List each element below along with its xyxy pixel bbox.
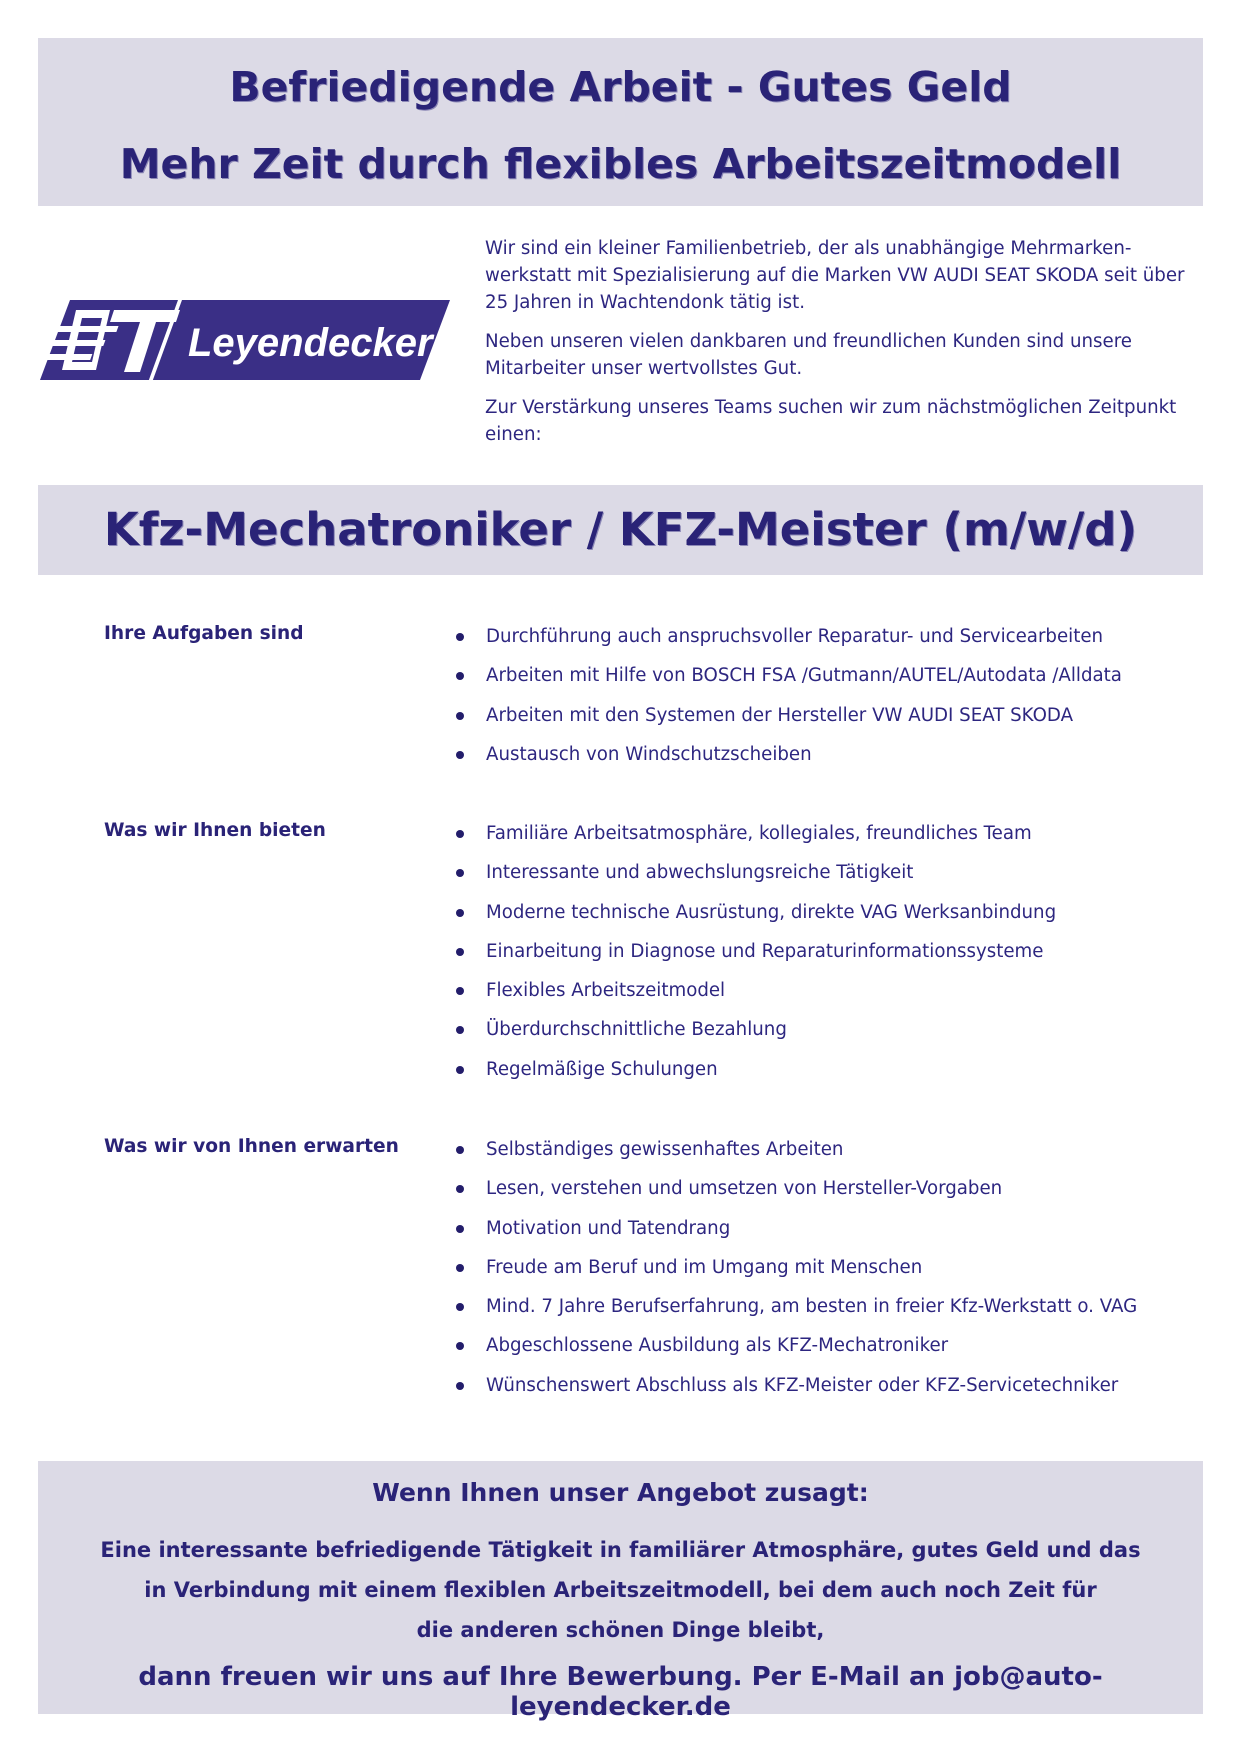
bullet-icon bbox=[456, 987, 464, 995]
footer-line-1: Eine interessante befriedigende Tätigkeit in familiärer Atmosphäre, gutes Geld und das bbox=[100, 1538, 1141, 1562]
footer-banner bbox=[38, 1461, 1203, 1722]
bullet-icon bbox=[456, 948, 464, 956]
list-item: Interessante und abwechslungsreiche Tätigkeit bbox=[456, 859, 1056, 898]
list-item: Familiäre Arbeitsatmosphäre, kollegiales, freundliches Team bbox=[456, 820, 1056, 859]
bullet-icon bbox=[456, 1382, 464, 1390]
bullet-icon bbox=[456, 1026, 464, 1034]
expectation-list bbox=[456, 1136, 1137, 1411]
bullet-icon bbox=[456, 672, 464, 680]
bullet-icon bbox=[456, 1264, 464, 1272]
bullet-icon bbox=[456, 869, 464, 877]
bullet-icon bbox=[456, 1185, 464, 1193]
list-item: Abgeschlossene Ausbildung als KFZ-Mechatroniker bbox=[456, 1332, 1137, 1371]
list-item: Regelmäßige Schulungen bbox=[456, 1056, 1056, 1095]
list-item: Motivation und Tatendrang bbox=[456, 1215, 1137, 1254]
list-item: Freude am Beruf und im Umgang mit Menschen bbox=[456, 1254, 1137, 1293]
bullet-icon bbox=[456, 1303, 464, 1311]
footer-line-2: in Verbindung mit einem flexiblen Arbeitszeitmodell, bei dem auch noch Zeit für bbox=[144, 1578, 1097, 1602]
list-item: Durchführung auch anspruchsvoller Reparatur- und Servicearbeiten bbox=[456, 623, 1122, 662]
list-item: Lesen, verstehen und umsetzen von Hersteller-Vorgaben bbox=[456, 1175, 1137, 1214]
footer-line-3: die anderen schönen Dinge bleibt, bbox=[416, 1618, 825, 1642]
bullet-icon bbox=[456, 909, 464, 917]
intro-paragraph-3: Zur Verstärkung unseres Teams suchen wir zum nächstmöglichen Zeitpunkt einen: bbox=[485, 397, 1177, 445]
headline-2: Mehr Zeit durch flexibles Arbeitszeitmodell bbox=[119, 140, 1122, 188]
section-title: Ihre Aufgaben sind bbox=[104, 623, 304, 644]
bullet-icon bbox=[456, 751, 464, 759]
job-title-banner bbox=[38, 485, 1203, 575]
list-item: Arbeiten mit Hilfe von BOSCH FSA /Gutmann/AUTEL/Autodata /Alldata bbox=[456, 662, 1122, 701]
task-list bbox=[456, 623, 1122, 780]
intro-paragraph-1: Wir sind ein kleiner Familienbetrieb, der als unabhängige Mehrmarken-werkstatt mit Spezialisierung auf die Marken VW AUDI SEAT SKODA seit über 25 Jahren in Wachtendonk tätig ist. bbox=[485, 238, 1185, 313]
header-banner bbox=[38, 38, 1203, 206]
list-item: Einarbeitung in Diagnose und Reparaturinformationssysteme bbox=[456, 938, 1056, 977]
list-item: Flexibles Arbeitszeitmodel bbox=[456, 977, 1056, 1016]
leyendecker-logo bbox=[40, 300, 450, 380]
bullet-icon bbox=[456, 1066, 464, 1074]
intro-paragraph-2: Neben unseren vielen dankbaren und freundlichen Kunden sind unsere Mitarbeiter unser wertvollstes Gut. bbox=[485, 331, 1132, 379]
list-item: Moderne technische Ausrüstung, direkte VAG Werksanbindung bbox=[456, 899, 1056, 938]
offer-list bbox=[456, 820, 1056, 1095]
intro-text bbox=[485, 235, 1185, 460]
bullet-icon bbox=[456, 830, 464, 838]
list-item: Selbständiges gewissenhaftes Arbeiten bbox=[456, 1136, 1137, 1175]
bullet-icon bbox=[456, 1342, 464, 1350]
bullet-icon bbox=[456, 633, 464, 641]
bullet-icon bbox=[456, 712, 464, 720]
footer-closing: dann freuen wir uns auf Ihre Bewerbung. Per E-Mail an job@auto-leyendecker.de bbox=[138, 1662, 1103, 1722]
headline-1: Befriedigende Arbeit - Gutes Geld bbox=[229, 63, 1012, 111]
list-item: Überdurchschnittliche Bezahlung bbox=[456, 1016, 1056, 1055]
list-item: Arbeiten mit den Systemen der Hersteller VW AUDI SEAT SKODA bbox=[456, 702, 1122, 741]
job-title: Kfz-Mechatroniker / KFZ-Meister (m/w/d) bbox=[103, 503, 1138, 556]
bullet-icon bbox=[456, 1225, 464, 1233]
logo-text: Leyendecker. bbox=[188, 321, 442, 365]
section-title: Was wir von Ihnen erwarten bbox=[104, 1136, 399, 1157]
section-title: Was wir Ihnen bieten bbox=[104, 820, 326, 841]
list-item: Austausch von Windschutzscheiben bbox=[456, 741, 1122, 780]
bullet-icon bbox=[456, 1146, 464, 1154]
list-item: Mind. 7 Jahre Berufserfahrung, am besten in freier Kfz-Werkstatt o. VAG bbox=[456, 1293, 1137, 1332]
list-item: Wünschenswert Abschluss als KFZ-Meister oder KFZ-Servicetechniker bbox=[456, 1372, 1137, 1411]
footer-heading: Wenn Ihnen unser Angebot zusagt: bbox=[372, 1478, 869, 1507]
